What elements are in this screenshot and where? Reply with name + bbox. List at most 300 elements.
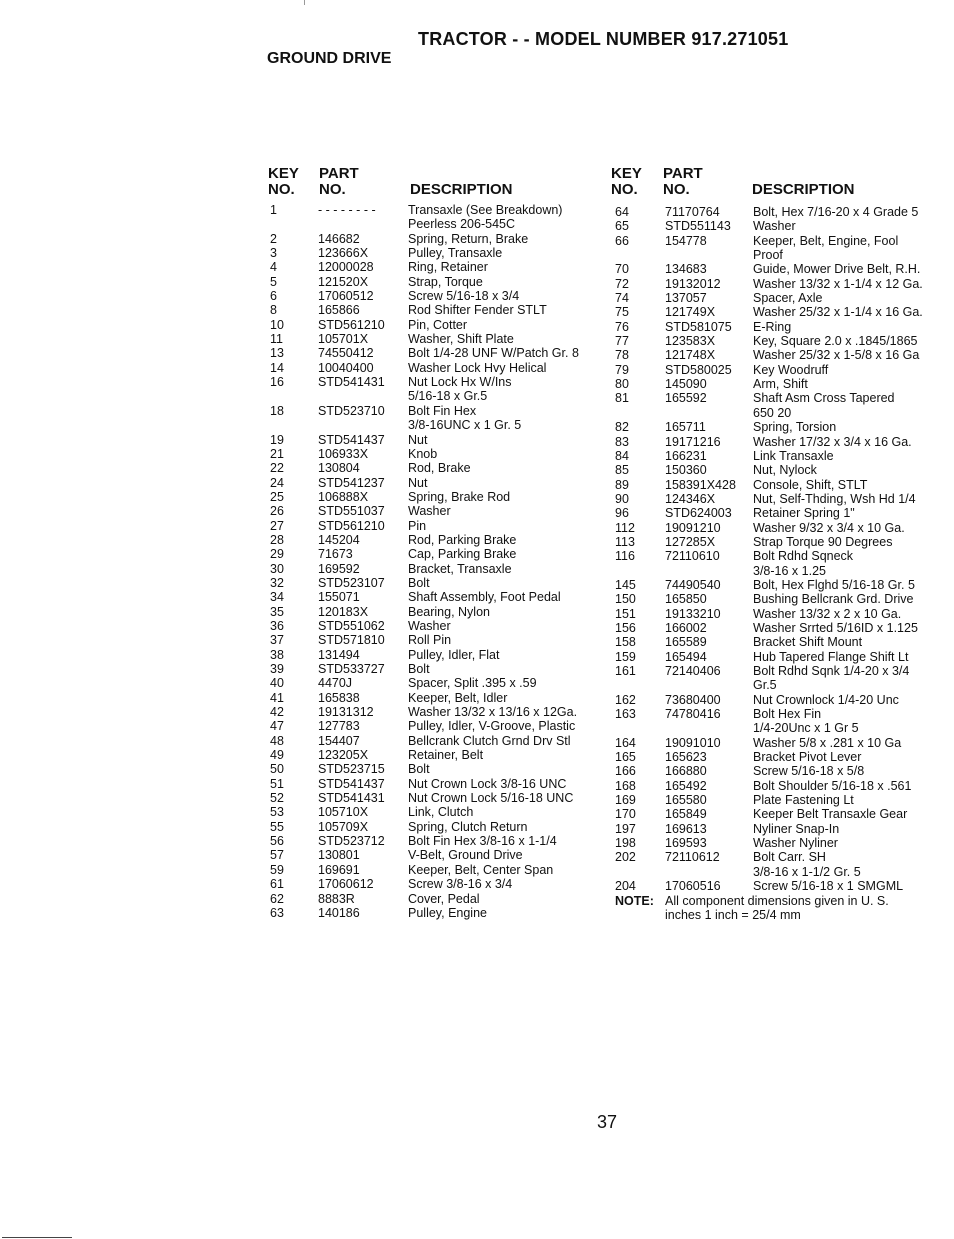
right-key-header-line1: KEY xyxy=(611,165,642,182)
parts-part-cell: 74550412 xyxy=(318,346,374,361)
parts-key-cell: 49 xyxy=(270,748,284,763)
parts-part-cell: 72110610 xyxy=(665,549,720,564)
parts-row xyxy=(268,217,598,231)
parts-part-cell: 71673 xyxy=(318,547,353,562)
parts-desc-cell: Bolt Fin Hex xyxy=(408,403,477,418)
parts-part-cell: 154407 xyxy=(318,733,360,748)
parts-desc-cell: Cap, Parking Brake xyxy=(408,547,517,562)
parts-row xyxy=(612,463,947,477)
parts-desc-cell: Spring, Return, Brake xyxy=(408,231,529,246)
parts-desc-cell: Spacer, Axle xyxy=(753,291,823,306)
parts-key-cell: 197 xyxy=(615,821,636,836)
parts-desc-cell: Spring, Torsion xyxy=(753,420,837,435)
parts-part-cell: STD541437 xyxy=(318,432,385,447)
parts-row xyxy=(612,764,947,778)
parts-row xyxy=(268,533,598,547)
parts-desc-cell: 3/8-16 x 1.25 xyxy=(753,563,826,578)
parts-part-cell: 146682 xyxy=(318,231,360,246)
parts-desc-cell: Bolt Rdhd Sqnk 1/4-20 x 3/4 xyxy=(753,664,910,678)
parts-key-cell: 27 xyxy=(270,518,284,533)
parts-desc-cell: Pulley, Transaxle xyxy=(408,246,503,261)
parts-row xyxy=(268,346,598,360)
parts-part-cell: 105701X xyxy=(318,332,369,347)
parts-desc-cell: 1/4-20Unc x 1 Gr 5 xyxy=(753,721,859,736)
parts-desc-cell: Washer 13/32 x 1-1/4 x 12 Ga. xyxy=(753,276,923,291)
parts-row xyxy=(612,908,947,922)
parts-row xyxy=(268,848,598,862)
parts-row xyxy=(612,449,947,463)
parts-part-cell: STD541431 xyxy=(318,791,385,806)
parts-row xyxy=(268,303,598,317)
parts-part-cell: 74780416 xyxy=(665,707,721,722)
parts-part-cell: 123583X xyxy=(665,334,716,349)
parts-row xyxy=(268,289,598,303)
parts-desc-cell: Keeper, Belt, Idler xyxy=(408,690,508,705)
parts-key-cell: 79 xyxy=(615,362,629,377)
parts-desc-cell: Bolt Hex Fin xyxy=(753,707,822,722)
parts-desc-cell: Link Transaxle xyxy=(753,448,834,463)
parts-desc-cell: Washer xyxy=(408,504,451,519)
parts-row xyxy=(612,894,947,908)
parts-desc-cell: Washer 17/32 x 3/4 x 16 Ga. xyxy=(753,434,912,449)
left-key-header-line2: NO. xyxy=(268,181,295,198)
parts-part-cell: STD523107 xyxy=(318,575,385,590)
parts-row xyxy=(268,892,598,906)
parts-desc-cell: Bracket Pivot Lever xyxy=(753,750,862,765)
parts-desc-cell: Transaxle (See Breakdown) xyxy=(408,203,563,217)
parts-desc-cell: V-Belt, Ground Drive xyxy=(408,848,523,863)
parts-part-cell: 74490540 xyxy=(665,577,721,592)
parts-key-cell: 59 xyxy=(270,862,284,877)
parts-desc-cell: Nut Crownlock 1/4-20 Unc xyxy=(753,692,899,707)
parts-desc-cell: Ring, Retainer xyxy=(408,260,488,275)
parts-row xyxy=(612,492,947,506)
parts-row xyxy=(268,275,598,289)
parts-key-cell: 21 xyxy=(270,446,284,461)
parts-row xyxy=(268,605,598,619)
parts-row xyxy=(612,535,947,549)
parts-desc-cell: Nut, Nylock xyxy=(753,463,817,478)
parts-row xyxy=(612,305,947,319)
parts-part-cell: STD551143 xyxy=(665,219,731,234)
parts-row xyxy=(612,377,947,391)
parts-key-cell: 56 xyxy=(270,834,284,849)
parts-key-cell: 41 xyxy=(270,690,284,705)
parts-row xyxy=(612,779,947,793)
parts-key-cell: 26 xyxy=(270,504,284,519)
parts-desc-cell: Strap, Torque xyxy=(408,274,483,289)
parts-part-cell: 165866 xyxy=(318,303,360,318)
parts-key-cell: 30 xyxy=(270,561,284,576)
parts-part-cell: 165850 xyxy=(665,592,707,607)
parts-key-cell: 34 xyxy=(270,590,284,605)
parts-row xyxy=(612,521,947,535)
parts-desc-cell: Nut, Self-Thding, Wsh Hd 1/4 xyxy=(753,491,916,506)
parts-row xyxy=(612,435,947,449)
parts-row xyxy=(268,576,598,590)
parts-key-cell: 163 xyxy=(615,707,636,722)
parts-part-cell: 165711 xyxy=(665,420,706,435)
parts-desc-cell: Screw 3/8-16 x 3/4 xyxy=(408,877,513,892)
parts-key-cell: 156 xyxy=(615,620,636,635)
parts-key-cell: 1 xyxy=(270,203,277,217)
parts-desc-cell: Roll Pin xyxy=(408,633,452,648)
parts-desc-cell: Washer, Shift Plate xyxy=(408,332,514,347)
parts-part-cell: 154778 xyxy=(665,233,707,248)
parts-row xyxy=(612,348,947,362)
parts-row xyxy=(268,834,598,848)
parts-part-cell: 10040400 xyxy=(318,360,374,375)
parts-desc-cell: Bolt, Hex 7/16-20 x 4 Grade 5 xyxy=(753,205,919,219)
parts-part-cell: 169592 xyxy=(318,561,360,576)
parts-key-cell: 4 xyxy=(270,260,277,275)
parts-desc-cell: Guide, Mower Drive Belt, R.H. xyxy=(753,262,921,277)
parts-desc-cell: Nut Lock Hx W/Ins xyxy=(408,375,512,390)
parts-key-cell: 11 xyxy=(270,332,283,347)
parts-part-cell: 155071 xyxy=(318,590,360,605)
parts-key-cell: 161 xyxy=(615,664,636,678)
parts-desc-cell: Washer Lock Hvy Helical xyxy=(408,360,547,375)
parts-row xyxy=(612,736,947,750)
parts-row xyxy=(612,807,947,821)
parts-key-cell: 50 xyxy=(270,762,284,777)
parts-key-cell: 77 xyxy=(615,334,629,349)
parts-part-cell: 19133210 xyxy=(665,606,721,621)
parts-desc-cell: Nut Crown Lock 5/16-18 UNC xyxy=(408,791,574,806)
parts-row xyxy=(612,291,947,305)
parts-desc-cell: Knob xyxy=(408,446,438,461)
parts-desc-cell: Pin xyxy=(408,518,427,533)
parts-part-cell: 124346X xyxy=(665,491,716,506)
scan-tick-mark xyxy=(304,0,305,5)
parts-row xyxy=(612,406,947,420)
parts-desc-cell: Keeper, Belt, Center Span xyxy=(408,862,554,877)
parts-key-cell: 29 xyxy=(270,547,284,562)
parts-desc-cell: Rod, Brake xyxy=(408,461,471,476)
parts-key-cell: 6 xyxy=(270,289,277,304)
parts-key-cell: 61 xyxy=(270,877,284,892)
left-parts-list xyxy=(268,203,598,920)
parts-row xyxy=(612,506,947,520)
parts-key-cell: 151 xyxy=(615,606,636,621)
parts-key-cell: 198 xyxy=(615,836,636,851)
parts-key-cell: 48 xyxy=(270,733,284,748)
parts-part-cell: STD551062 xyxy=(318,618,385,633)
parts-part-cell: 19131312 xyxy=(318,705,374,720)
parts-key-cell: 116 xyxy=(615,549,635,564)
parts-desc-cell: Peerless 206-545C xyxy=(408,217,516,232)
left-description-header: DESCRIPTION xyxy=(410,181,513,198)
parts-desc-cell: Washer xyxy=(753,219,796,234)
parts-desc-cell: Bolt Carr. SH xyxy=(753,850,826,865)
parts-key-cell: 16 xyxy=(270,375,284,390)
parts-desc-cell: Washer 13/32 x 13/16 x 12Ga. xyxy=(408,705,578,720)
parts-desc-cell: Console, Shift, STLT xyxy=(753,477,868,492)
parts-part-cell: STD533727 xyxy=(318,662,385,676)
parts-part-cell: 123666X xyxy=(318,246,369,261)
parts-part-cell: 165492 xyxy=(665,778,707,793)
parts-part-cell: STD523712 xyxy=(318,834,385,849)
parts-part-cell: 19091210 xyxy=(665,520,721,535)
parts-key-cell: 85 xyxy=(615,463,629,478)
parts-key-cell: 90 xyxy=(615,491,629,506)
parts-desc-cell: Link, Clutch xyxy=(408,805,474,820)
parts-desc-cell: E-Ring xyxy=(753,319,792,334)
parts-row xyxy=(268,504,598,518)
parts-key-cell: 78 xyxy=(615,348,629,363)
left-part-header-line1: PART xyxy=(319,165,359,182)
parts-part-cell: 105709X xyxy=(318,819,369,834)
parts-row xyxy=(268,820,598,834)
parts-key-cell: 62 xyxy=(270,891,284,906)
parts-key-cell: 64 xyxy=(615,205,629,219)
parts-key-cell: 113 xyxy=(615,534,635,549)
parts-part-cell: 165580 xyxy=(665,793,707,808)
parts-part-cell: 169593 xyxy=(665,836,707,851)
parts-row xyxy=(268,662,598,676)
parts-key-cell: 47 xyxy=(270,719,284,734)
parts-row xyxy=(612,320,947,334)
parts-desc-cell: Hub Tapered Flange Shift Lt xyxy=(753,649,909,664)
parts-row xyxy=(268,719,598,733)
right-part-header-line1: PART xyxy=(663,165,703,182)
parts-key-cell: 57 xyxy=(270,848,284,863)
parts-part-cell: 121520X xyxy=(318,274,369,289)
parts-row xyxy=(268,433,598,447)
parts-key-cell: 19 xyxy=(270,432,284,447)
parts-key-cell: 18 xyxy=(270,403,284,418)
parts-key-cell: 89 xyxy=(615,477,629,492)
parts-key-cell: 70 xyxy=(615,262,629,277)
parts-row xyxy=(268,863,598,877)
parts-key-cell: 159 xyxy=(615,649,636,664)
parts-part-cell: 19171216 xyxy=(665,434,721,449)
parts-part-cell: inches 1 inch = 25/4 mm xyxy=(665,907,801,922)
parts-part-cell: 131494 xyxy=(318,647,360,662)
parts-part-cell: STD580025 xyxy=(665,362,732,377)
parts-key-cell: 52 xyxy=(270,791,284,806)
parts-desc-cell: Pulley, Idler, Flat xyxy=(408,647,500,662)
parts-part-cell: 145204 xyxy=(318,532,360,547)
parts-row xyxy=(612,850,947,864)
parts-key-cell: 164 xyxy=(615,735,636,750)
parts-desc-cell: Retainer, Belt xyxy=(408,748,484,763)
parts-desc-cell: Keeper, Belt, Engine, Fool xyxy=(753,233,899,248)
parts-key-cell: 39 xyxy=(270,662,284,676)
parts-row xyxy=(612,836,947,850)
parts-row xyxy=(612,693,947,707)
parts-key-cell: 80 xyxy=(615,377,629,392)
parts-row xyxy=(612,879,947,893)
parts-row xyxy=(268,476,598,490)
parts-row xyxy=(268,547,598,561)
parts-part-cell: 106888X xyxy=(318,489,369,504)
parts-desc-cell: Bushing Bellcrank Grd. Drive xyxy=(753,592,914,607)
parts-part-cell: 130804 xyxy=(318,461,360,476)
parts-part-cell: 165838 xyxy=(318,690,360,705)
parts-part-cell: 158391X428 xyxy=(665,477,736,492)
parts-part-cell: 140186 xyxy=(318,905,360,920)
parts-part-cell: STD523715 xyxy=(318,762,385,777)
parts-key-cell: 76 xyxy=(615,319,629,334)
parts-key-cell: 53 xyxy=(270,805,284,820)
parts-row xyxy=(268,490,598,504)
parts-desc-cell: Washer 25/32 x 1-5/8 x 16 Ga xyxy=(753,348,920,363)
parts-desc-cell: 650 20 xyxy=(753,405,792,420)
parts-row xyxy=(268,777,598,791)
parts-row xyxy=(612,564,947,578)
parts-row xyxy=(612,219,947,233)
parts-part-cell: 127783 xyxy=(318,719,360,734)
parts-row xyxy=(268,375,598,389)
parts-key-cell: 2 xyxy=(270,231,277,246)
parts-part-cell: 169613 xyxy=(665,821,707,836)
parts-desc-cell: Nut xyxy=(408,432,428,447)
parts-part-cell: 166231 xyxy=(665,448,707,463)
parts-row xyxy=(268,590,598,604)
parts-row xyxy=(268,877,598,891)
parts-desc-cell: Keeper Belt Transaxle Gear xyxy=(753,807,908,822)
parts-desc-cell: Washer xyxy=(408,618,451,633)
parts-key-cell: 8 xyxy=(270,303,277,318)
parts-desc-cell: Pulley, Engine xyxy=(408,905,487,920)
parts-key-cell: 10 xyxy=(270,317,284,332)
parts-part-cell: 127285X xyxy=(665,534,716,549)
parts-row xyxy=(268,418,598,432)
parts-row xyxy=(268,762,598,776)
parts-part-cell: 134683 xyxy=(665,262,707,277)
parts-key-cell: 40 xyxy=(270,676,284,691)
parts-part-cell: 4470J xyxy=(318,676,353,691)
parts-desc-cell: Washer Nyliner xyxy=(753,836,838,851)
parts-row xyxy=(268,748,598,762)
right-description-header: DESCRIPTION xyxy=(752,181,855,198)
parts-row xyxy=(612,549,947,563)
parts-desc-cell: Spacer, Split .395 x .59 xyxy=(408,676,537,691)
parts-key-cell: 82 xyxy=(615,420,629,435)
parts-key-cell: 166 xyxy=(615,764,636,779)
right-key-header-line2: NO. xyxy=(611,181,638,198)
parts-row xyxy=(612,391,947,405)
page-number: 37 xyxy=(597,1112,618,1132)
parts-row xyxy=(268,389,598,403)
parts-part-cell: 137057 xyxy=(665,291,707,306)
parts-part-cell: All component dimensions given in U. S. xyxy=(665,893,889,908)
parts-part-cell: 165589 xyxy=(665,635,707,650)
parts-part-cell: 123205X xyxy=(318,748,369,763)
parts-row xyxy=(612,363,947,377)
parts-row xyxy=(612,234,947,248)
parts-desc-cell: Pulley, Idler, V-Groove, Plastic xyxy=(408,719,576,734)
parts-desc-cell: Shaft Assembly, Foot Pedal xyxy=(408,590,561,605)
parts-row xyxy=(268,447,598,461)
left-part-header-line2: NO. xyxy=(319,181,346,198)
parts-part-cell: STD541431 xyxy=(318,375,385,390)
parts-row xyxy=(268,361,598,375)
parts-key-cell: 75 xyxy=(615,305,629,320)
parts-row xyxy=(268,318,598,332)
parts-key-cell: 145 xyxy=(615,577,636,592)
parts-part-cell: 121749X xyxy=(665,305,716,320)
parts-desc-cell: 5/16-18 x Gr.5 xyxy=(408,389,488,404)
parts-row xyxy=(268,260,598,274)
parts-key-cell: 84 xyxy=(615,448,629,463)
parts-row xyxy=(612,664,947,678)
parts-desc-cell: Cover, Pedal xyxy=(408,891,480,906)
parts-row xyxy=(612,721,947,735)
parts-row xyxy=(612,420,947,434)
parts-part-cell: 12000028 xyxy=(318,260,374,275)
parts-row xyxy=(612,750,947,764)
parts-key-cell: 37 xyxy=(270,633,284,648)
parts-key-cell: 28 xyxy=(270,532,284,547)
parts-desc-cell: Bracket Shift Mount xyxy=(753,635,863,650)
parts-row xyxy=(268,805,598,819)
parts-row xyxy=(268,648,598,662)
parts-key-cell: NOTE: xyxy=(615,893,654,908)
parts-desc-cell: Nyliner Snap-In xyxy=(753,821,840,836)
parts-row xyxy=(612,621,947,635)
parts-desc-cell: Washer 25/32 x 1-1/4 x 16 Ga. xyxy=(753,305,923,320)
parts-row xyxy=(612,678,947,692)
parts-part-cell: STD561210 xyxy=(318,317,385,332)
parts-key-cell: 63 xyxy=(270,905,284,920)
parts-part-cell: STD581075 xyxy=(665,319,732,334)
parts-part-cell: 8883R xyxy=(318,891,355,906)
parts-desc-cell: Bolt Rdhd Sqneck xyxy=(753,549,854,564)
parts-part-cell: 165849 xyxy=(665,807,707,822)
parts-key-cell: 55 xyxy=(270,819,284,834)
parts-row xyxy=(612,650,947,664)
parts-row xyxy=(268,461,598,475)
parts-key-cell: 14 xyxy=(270,360,284,375)
parts-row xyxy=(268,519,598,533)
parts-key-cell: 74 xyxy=(615,291,629,306)
parts-key-cell: 3 xyxy=(270,246,277,261)
parts-row xyxy=(612,707,947,721)
parts-desc-cell: Spring, Clutch Return xyxy=(408,819,528,834)
parts-desc-cell: Washer 13/32 x 2 x 10 Ga. xyxy=(753,606,902,621)
parts-row xyxy=(268,676,598,690)
parts-desc-cell: 3/8-16UNC x 1 Gr. 5 xyxy=(408,418,522,433)
parts-key-cell: 83 xyxy=(615,434,629,449)
parts-part-cell: 73680400 xyxy=(665,692,721,707)
parts-row xyxy=(268,791,598,805)
right-part-header-line2: NO. xyxy=(663,181,690,198)
parts-desc-cell: Bolt Shoulder 5/16-18 x .561 xyxy=(753,778,912,793)
parts-part-cell: 165623 xyxy=(665,750,707,765)
parts-part-cell: 17060612 xyxy=(318,877,374,892)
parts-desc-cell: Screw 5/16-18 x 5/8 xyxy=(753,764,865,779)
parts-key-cell: 25 xyxy=(270,489,284,504)
parts-desc-cell: 3/8-16 x 1-1/2 Gr. 5 xyxy=(753,864,861,879)
parts-row xyxy=(612,578,947,592)
section-title: GROUND DRIVE xyxy=(267,50,392,67)
parts-part-cell: 105710X xyxy=(318,805,369,820)
parts-desc-cell: Rod, Parking Brake xyxy=(408,532,517,547)
parts-row xyxy=(612,607,947,621)
parts-desc-cell: Rod Shifter Fender STLT xyxy=(408,303,547,318)
parts-row xyxy=(268,332,598,346)
parts-row xyxy=(268,562,598,576)
parts-key-cell: 170 xyxy=(615,807,636,822)
parts-part-cell: 17060512 xyxy=(318,289,374,304)
parts-row xyxy=(612,592,947,606)
parts-row xyxy=(268,906,598,920)
parts-desc-cell: Bolt xyxy=(408,662,430,676)
parts-key-cell: 65 xyxy=(615,219,629,234)
parts-row xyxy=(612,205,947,219)
